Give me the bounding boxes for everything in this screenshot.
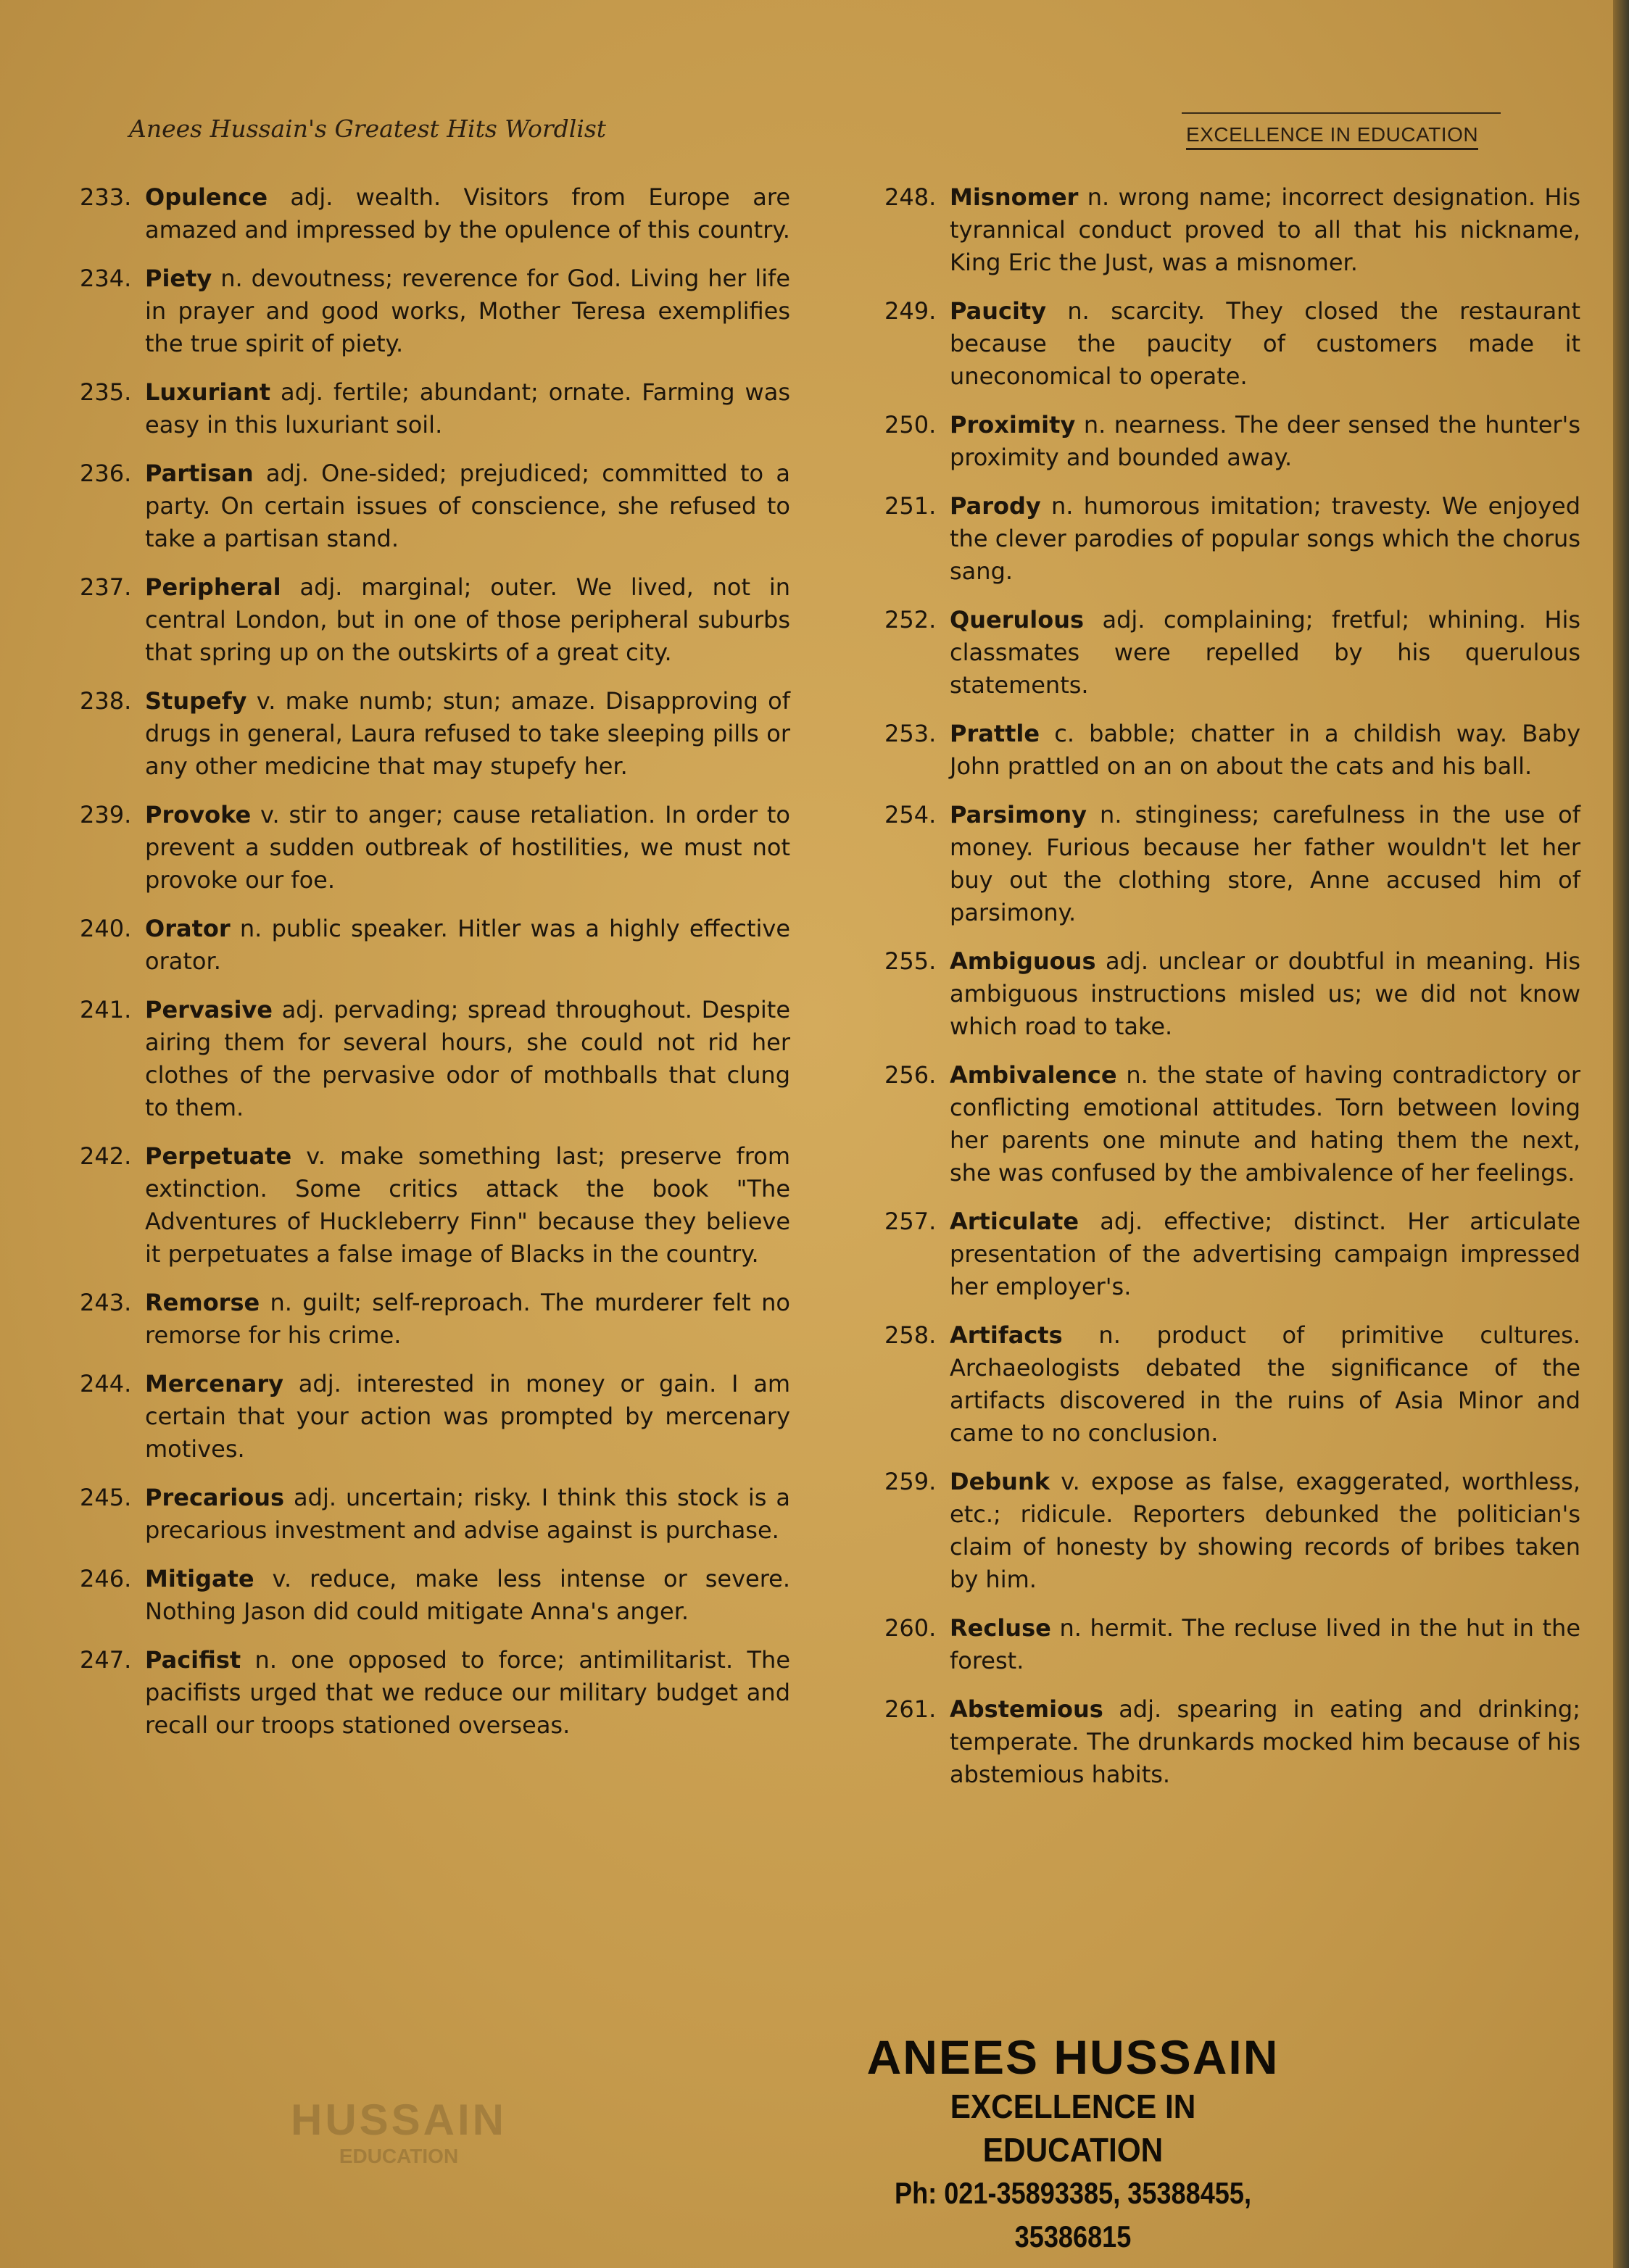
word-entry (884, 1319, 1580, 1450)
entry-word: Partisan (145, 460, 254, 487)
entry-definition: adj. spearing in eating and drinking; temperate. The drunkards mocked him because of his abstemious habits. (950, 1695, 1580, 1788)
entry-definition: adj. marginal; outer. We lived, not in central London, but in one of those peripheral suburbs that spring up on the outskirts of a great city. (145, 573, 790, 666)
entry-word: Pacifist (145, 1646, 241, 1674)
word-entry (80, 1368, 790, 1466)
word-entry (884, 799, 1580, 929)
entry-word: Peripheral (145, 573, 281, 601)
word-entry (884, 945, 1580, 1043)
entry-definition: v. make something last; preserve from extinction. Some critics attack the book "The Adventures of Huckleberry Finn" because they believe it perpetuates a false image of Blacks in the country. (145, 1142, 790, 1268)
word-entry (80, 1563, 790, 1628)
entry-word: Remorse (145, 1289, 260, 1316)
entry-number: 261. (884, 1695, 937, 1723)
entry-number: 239. (80, 801, 132, 828)
entry-definition: n. nearness. The deer sensed the hunter's proximity and bounded away. (950, 411, 1580, 471)
entry-number: 252. (884, 606, 937, 634)
entry-definition: v. make numb; stun; amaze. Disapproving of drugs in general, Laura refused to take sleeping pills or any other medicine that may stupefy her. (145, 687, 790, 780)
entry-number: 241. (80, 996, 132, 1023)
entry-number: 258. (884, 1321, 937, 1349)
entry-number: 234. (80, 265, 132, 292)
right-column (884, 181, 1580, 1807)
header-title: Anees Hussain's Greatest Hits Wordlist (129, 115, 607, 143)
left-column (80, 181, 790, 1758)
word-entry (884, 604, 1580, 702)
entry-word: Luxuriant (145, 378, 271, 406)
word-entry (80, 457, 790, 555)
word-entry (80, 571, 790, 669)
entry-word: Pervasive (145, 996, 273, 1023)
entry-definition: adj. effective; distinct. Her articulate presentation of the advertising campaign impressed her employer's. (950, 1208, 1580, 1300)
ghost-stamp (290, 2095, 507, 2168)
word-entry (884, 490, 1580, 588)
word-entry (80, 262, 790, 360)
entry-number: 250. (884, 411, 937, 439)
entry-number: 249. (884, 297, 937, 325)
entry-definition: n. guilt; self-reproach. The murderer felt no remorse for his crime. (145, 1289, 790, 1349)
entry-word: Abstemious (950, 1695, 1103, 1723)
entry-definition: adj. complaining; fretful; whining. His classmates were repelled by his querulous statements. (950, 606, 1580, 699)
entry-word: Misnomer (950, 183, 1079, 211)
entry-definition: n. scarcity. They closed the restaurant because the paucity of customers made it uneconomical to operate. (950, 297, 1580, 390)
entry-number: 245. (80, 1484, 132, 1511)
entry-number: 255. (884, 947, 937, 975)
entry-number: 235. (80, 378, 132, 406)
word-entry (80, 913, 790, 978)
entry-word: Perpetuate (145, 1142, 292, 1170)
entry-number: 246. (80, 1565, 132, 1592)
word-entry (80, 376, 790, 441)
institute-stamp (841, 2030, 1305, 2259)
entry-word: Orator (145, 915, 231, 942)
entry-definition: n. devoutness; reverence for God. Living her life in prayer and good works, Mother Teresa exemplifies the true spirit of piety. (145, 265, 790, 357)
entry-number: 240. (80, 915, 132, 942)
entry-word: Ambivalence (950, 1061, 1117, 1089)
word-entry (80, 1644, 790, 1742)
entry-word: Mitigate (145, 1565, 254, 1592)
entry-word: Mercenary (145, 1370, 284, 1397)
entry-number: 253. (884, 720, 937, 747)
entry-definition: v. expose as false, exaggerated, worthless, etc.; ridicule. Reporters debunked the politician's claim of honesty by showing records of bribes taken by him. (950, 1468, 1580, 1593)
word-entry (80, 181, 790, 246)
word-entry (80, 1287, 790, 1352)
entry-number: 248. (884, 183, 937, 211)
word-entry (884, 1205, 1580, 1303)
header-brand: EXCELLENCE IN EDUCATION (1186, 123, 1478, 150)
entry-number: 238. (80, 687, 132, 715)
entry-number: 237. (80, 573, 132, 601)
word-entry (80, 799, 790, 897)
entry-word: Ambiguous (950, 947, 1096, 975)
entry-number: 242. (80, 1142, 132, 1170)
entry-word: Querulous (950, 606, 1085, 634)
entry-definition: c. babble; chatter in a childish way. Baby John prattled on an on about the cats and his ball. (950, 720, 1580, 780)
word-entry (884, 295, 1580, 393)
entry-definition: n. stinginess; carefulness in the use of money. Furious because her father wouldn't let her buy out the clothing store, Anne accused him of parsimony. (950, 801, 1580, 926)
word-entry (80, 1140, 790, 1271)
word-entry (80, 1482, 790, 1547)
ghost-stamp-line1: HUSSAIN (290, 2095, 507, 2144)
word-entry (884, 718, 1580, 783)
ghost-stamp-line2: EDUCATION (339, 2145, 459, 2167)
word-entry (884, 1466, 1580, 1596)
entry-definition: adj. pervading; spread throughout. Despite airing them for several hours, she could not rid her clothes of the pervasive odor of mothballs that clung to them. (145, 996, 790, 1121)
entry-definition: v. stir to anger; cause retaliation. In order to prevent a sudden outbreak of hostilities, we must not provoke our foe. (145, 801, 790, 894)
entry-word: Parsimony (950, 801, 1087, 828)
entry-definition: n. hermit. The recluse lived in the hut in the forest. (950, 1614, 1580, 1674)
entry-definition: n. humorous imitation; travesty. We enjoyed the clever parodies of popular songs which the chorus sang. (950, 492, 1580, 585)
entry-word: Stupefy (145, 687, 247, 715)
word-entry (80, 994, 790, 1124)
entry-word: Opulence (145, 183, 268, 211)
entry-word: Parody (950, 492, 1041, 520)
entry-word: Debunk (950, 1468, 1050, 1495)
entry-word: Proximity (950, 411, 1076, 439)
entry-definition: adj. fertile; abundant; ornate. Farming was easy in this luxuriant soil. (145, 378, 790, 439)
entry-definition: n. product of primitive cultures. Archaeologists debated the significance of the artifacts discovered in the ruins of Asia Minor and came to no conclusion. (950, 1321, 1580, 1447)
stamp-tagline: EXCELLENCE IN EDUCATION (950, 2088, 1196, 2169)
entry-word: Piety (145, 265, 212, 292)
entry-word: Provoke (145, 801, 252, 828)
entry-number: 247. (80, 1646, 132, 1674)
word-entry (884, 1693, 1580, 1791)
word-entry (884, 1059, 1580, 1189)
entry-definition: v. reduce, make less intense or severe. Nothing Jason did could mitigate Anna's anger. (145, 1565, 790, 1625)
entry-number: 260. (884, 1614, 937, 1642)
entry-word: Recluse (950, 1614, 1051, 1642)
entry-definition: n. wrong name; incorrect designation. His tyrannical conduct proved to all that his nickname, King Eric the Just, was a misnomer. (950, 183, 1580, 276)
page-edge (1613, 0, 1629, 2268)
entry-number: 236. (80, 460, 132, 487)
entry-number: 254. (884, 801, 937, 828)
entry-definition: adj. One-sided; prejudiced; committed to a party. On certain issues of conscience, she refused to take a partisan stand. (145, 460, 790, 552)
entry-definition: adj. uncertain; risky. I think this stock is a precarious investment and advise against is purchase. (145, 1484, 790, 1544)
entry-number: 256. (884, 1061, 937, 1089)
word-entry (80, 685, 790, 783)
entry-word: Precarious (145, 1484, 285, 1511)
stamp-name: ANEES HUSSAIN (866, 2030, 1280, 2084)
entry-number: 243. (80, 1289, 132, 1316)
stamp-phone: Ph: 021-35893385, 35388455, 35386815 (894, 2176, 1252, 2254)
entry-word: Artifacts (950, 1321, 1063, 1349)
entry-definition: n. public speaker. Hitler was a highly effective orator. (145, 915, 790, 975)
header-rule (1182, 112, 1501, 114)
entry-number: 244. (80, 1370, 132, 1397)
entry-definition: n. one opposed to force; antimilitarist. The pacifists urged that we reduce our military budget and recall our troops stationed overseas. (145, 1646, 790, 1739)
entry-definition: adj. unclear or doubtful in meaning. His ambiguous instructions misled us; we did not know which road to take. (950, 947, 1580, 1040)
entry-definition: adj. wealth. Visitors from Europe are amazed and impressed by the opulence of this country. (145, 183, 790, 244)
word-entry (884, 181, 1580, 279)
entry-word: Prattle (950, 720, 1040, 747)
entry-word: Paucity (950, 297, 1047, 325)
entry-definition: n. the state of having contradictory or conflicting emotional attitudes. Torn between loving her parents one minute and hating them the next, she was confused by the ambivalence of her feelings. (950, 1061, 1580, 1187)
word-entry (884, 1612, 1580, 1677)
entry-number: 233. (80, 183, 132, 211)
entry-number: 251. (884, 492, 937, 520)
entry-number: 257. (884, 1208, 937, 1235)
entry-definition: adj. interested in money or gain. I am certain that your action was prompted by mercenary motives. (145, 1370, 790, 1463)
entry-number: 259. (884, 1468, 937, 1495)
entry-word: Articulate (950, 1208, 1079, 1235)
word-entry (884, 409, 1580, 474)
